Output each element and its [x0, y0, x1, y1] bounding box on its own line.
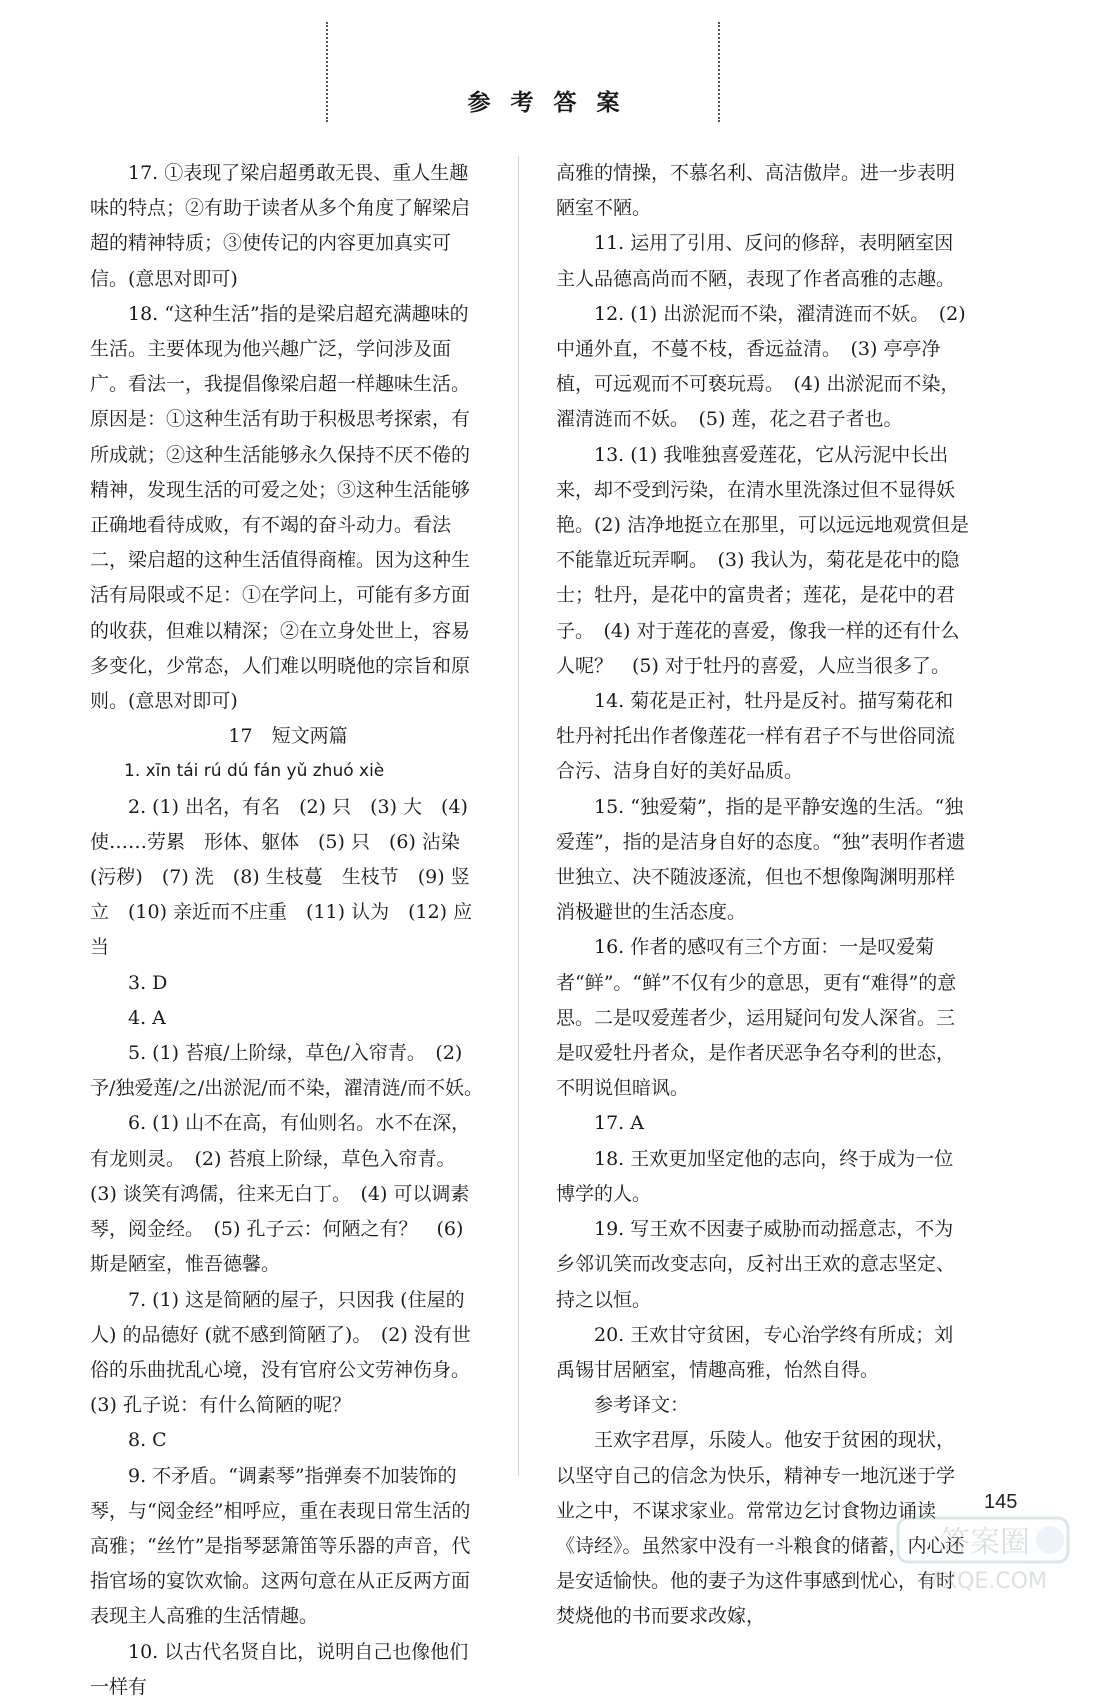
- watermark-text-cn: 答案圈: [940, 1525, 1030, 1560]
- right-column: [556, 156, 972, 1635]
- answer-paragraph: 9. 不矛盾。“调素琴”指弹奏不加装饰的琴，与“阅金经”相呼应，重在表现日常生活的高雅；“丝竹”是指琴瑟箫笛等乐器的声音，代指官场的宴饮欢愉。这两句意在从正反两方面表现主人高雅的生活情趣。: [90, 1464, 471, 1628]
- watermark-logo-icon: [890, 1512, 1080, 1596]
- answer-paragraph: 13. (1) 我唯独喜爱莲花，它从污泥中长出来，却不受到污染，在清水里洗涤过但不显得妖艳。(2) 洁净地挺立在那里，可以远远地观赏但是不能靠近玩弄啊。 (3) 我认为，菊花是花中的隐士；牡丹，是花中的富贵者；莲花，是花中的君子。 (4) 对于莲花的喜爱，像我一样的还有什么人呢？ (5) 对于牡丹的喜爱，人应当很多了。: [556, 443, 969, 677]
- watermark-text-url: MXQE.COM: [923, 1569, 1047, 1594]
- answer-paragraph: 6. (1) 山不在高，有仙则名。水不在深，有龙则灵。 (2) 苔痕上阶绿，草色入帘青。 (3) 谈笑有鸿儒，往来无白丁。 (4) 可以调素琴，阅金经。 (5) 孔子云：何陋之有？ (6) 斯是陋室，惟吾德馨。: [90, 1112, 471, 1276]
- answer-paragraph: 17. A: [594, 1112, 644, 1135]
- answer-paragraph: 15. “独爱菊”，指的是平静安逸的生活。“独爱莲”，指的是洁身自好的态度。“独”表明作者遗世独立、决不随波逐流，但也不想像陶渊明那样消极避世的生活态度。: [556, 795, 966, 924]
- answer-paragraph: 7. (1) 这是简陋的屋子，只因我 (住屋的人) 的品德好 (就不感到简陋了)。 (2) 没有世俗的乐曲扰乱心境，没有官府公文劳神伤身。 (3) 孔子说：有什么简陋的呢？: [90, 1288, 480, 1417]
- answer-paragraph: 20. 王欢甘守贫困，专心治学终有所成；刘禹锡甘居陋室，情趣高雅，怡然自得。: [556, 1323, 954, 1381]
- answer-paragraph: 19. 写王欢不因妻子威胁而动摇意志，不为乡邻讥笑而改变志向，反衬出王欢的意志坚定、持之以恒。: [556, 1218, 956, 1311]
- answer-paragraph: 18. “这种生活”指的是梁启超充满趣味的生活。主要体现为他兴趣广泛，学问涉及面广。看法一，我提倡像梁启超一样趣味生活。原因是：①这种生活有助于积极思考探索，有所成就；②这种生活能够永久保持不厌不倦的精神，发现生活的可爱之处；③这种生活能够正确地看待成败，有不竭的奋斗动力。看法二，梁启超的这种生活值得商榷。因为这种生活有局限或不足：①在学问上，可能有多方面的收获，但难以精深；②在立身处世上，容易多变化，少常态，人们难以明晓他的宗旨和原则。(意思对即可): [90, 302, 471, 713]
- page-number: 145: [984, 1491, 1018, 1513]
- page-header: 参 考 答 案: [467, 89, 626, 116]
- column-divider: [518, 156, 519, 1476]
- answer-paragraph: 2. (1) 出名，有名 (2) 只 (3) 大 (4) 使……劳累 形体、躯体 (5) 只 (6) 沾染 (污秽) (7) 洗 (8) 生枝蔓 生枝节 (9) 竖立 (10) 亲近而不庄重 (11) 认为 (12) 应当: [90, 795, 473, 959]
- left-column: [90, 156, 486, 1705]
- answer-paragraph: 参考译文：: [594, 1394, 690, 1417]
- answer-paragraph: 11. 运用了引用、反问的修辞，表明陋室因主人品德高尚而不陋，表现了作者高雅的志趣。: [556, 232, 956, 290]
- answer-paragraph: 18. 王欢更加坚定他的志向，终于成为一位博学的人。: [556, 1147, 954, 1205]
- section-heading: 17 短文两篇: [228, 725, 348, 748]
- answer-paragraph: 3. D: [128, 971, 168, 994]
- answer-paragraph: 王欢字君厚，乐陵人。他安于贫困的现状，以坚守自己的信念为快乐，精神专一地沉迷于学业之中，不谋求家业。常常边乞讨食物边诵读《诗经》。虽然家中没有一斗粮食的储蓄，内心还是安适愉快。他的妻子为这件事感到忧心，有时焚烧他的书而要求改嫁，: [556, 1429, 965, 1628]
- answer-paragraph: 1. xīn tái rú dú fán yǔ zhuó xiè: [124, 761, 385, 782]
- answer-paragraph: 12. (1) 出淤泥而不染，濯清涟而不妖。 (2) 中通外直，不蔓不枝，香远益清。 (3) 亭亭净植，可远观而不可亵玩焉。 (4) 出淤泥而不染，濯清涟而不妖。 (5) 莲，花之君子者也。: [556, 302, 966, 431]
- answer-paragraph: 高雅的情操，不慕名利、高洁傲岸。进一步表明陋室不陋。: [556, 162, 956, 220]
- answer-paragraph: 16. 作者的感叹有三个方面：一是叹爱菊者“鲜”。“鲜”不仅有少的意思，更有“难得”的意思。二是叹爱莲者少，运用疑问句发人深省。三是叹爱牡丹者众，是作者厌恶争名夺利的世态，不明说但暗讽。: [556, 936, 957, 1100]
- answer-paragraph: 8. C: [128, 1429, 167, 1452]
- answer-paragraph: 14. 菊花是正衬，牡丹是反衬。描写菊花和牡丹衬托出作者像莲花一样有君子不与世俗同流合污、洁身自好的美好品质。: [556, 690, 956, 783]
- answer-paragraph: 5. (1) 苔痕/上阶绿，草色/入帘青。 (2) 予/独爱莲/之/出淤泥/而不染，濯清涟/而不妖。: [90, 1042, 484, 1100]
- answer-paragraph: 10. 以古代名贤自比，说明自己也像他们一样有: [90, 1640, 469, 1698]
- answer-paragraph: 4. A: [128, 1006, 166, 1029]
- answer-paragraph: 17. ①表现了梁启超勇敢无畏、重人生趣味的特点；②有助于读者从多个角度了解梁启超的精神特质；③使传记的内容更加真实可信。(意思对即可): [90, 162, 471, 290]
